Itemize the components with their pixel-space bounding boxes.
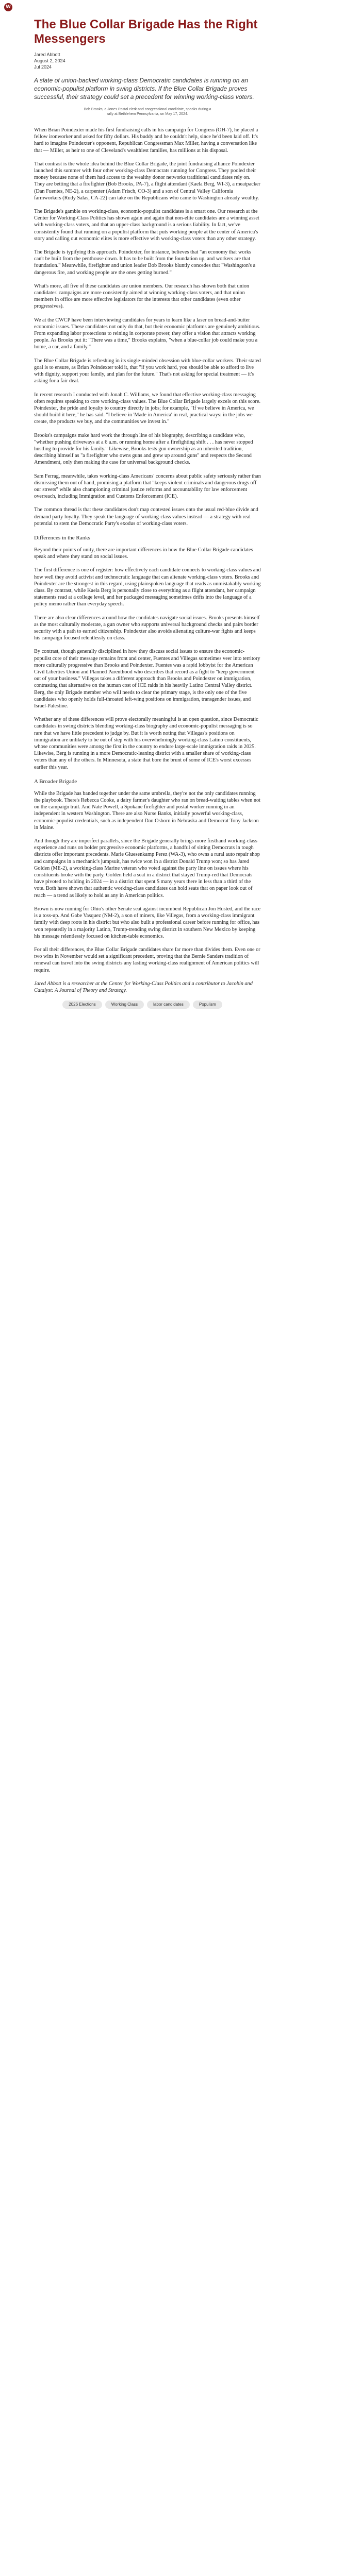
byline-author[interactable]: Jared Abbott bbox=[34, 52, 60, 57]
body-paragraph: The Blue Collar Brigade is refreshing in its single-minded obsession with blue-collar workers. Their stated goal is to ensure, as Brian Poindexter told it, that "if you work hard, you should be able to afford to live with dignity, support your family, and plan for the future." That's not asking for special treatment — it's asking for a fair deal. bbox=[34, 358, 261, 384]
body-paragraph: The common thread is that these candidates don't map contested issues onto the usual red-blue divide and demand party loyalty. They speak the language of working-class values instead — a strategy with real potential to stem the Democratic Party's exodus of working-class voters. bbox=[34, 507, 258, 527]
site-logo-icon[interactable]: W bbox=[4, 3, 12, 11]
article-dek: A slate of union-backed working-class Democratic candidates is running on an economic-populist platform in swing districts. If the Blue Collar Brigade proves successful, their strategy could set a precedent for winning working-class voters. bbox=[34, 77, 254, 100]
body-paragraph: Brooks's campaigns make hard work the through line of his biography, describing a candidate who, "whether pushing driveways at a 6 a.m. or running home after a firefighting shift . . . has never stopped hustling to provide for his family." Likewise, Brooks tests gun ownership as an inherited tradition, describing himself as "a firefighter who owns guns and grew up around guns" and respects the Second Amendment, only then making the case for universal background checks. bbox=[34, 432, 253, 466]
top-bar bbox=[0, 0, 361, 14]
byline-issue: Jul 2024 bbox=[34, 64, 52, 70]
body-paragraph: By contrast, though generally disciplined in how they discuss social issues to ensure the economic-populist core of their message remains front and center, Fuentes and Villegas sometimes veer into territory more culturally progressive than Brooks and Poindexter. Fuentes was a rapid lobbyist for the American Civil Liberties Union and Planned Parenthood who describes that record as a fight to "keep government out of your business." Villegas takes a different approach than Brooks and Poindexter on immigration, contrasting that alternative on the human cost of ICE raids in his heavily Latino Central Valley district. Berg, the only Brigade member who will needs to clear the primary stage, is the only one of the five candidates who openly holds full-throated left-wing positions on immigration, transgender issues, and Israel-Palestine. bbox=[34, 649, 260, 709]
body-paragraph: For all their differences, the Blue Collar Brigade candidates share far more than divides them. Even one or two wins in November would set a significant precedent, proving that the Bernie Sanders tradition of renewal can travel into the swing districts any lasting working-class realignment of American politics will require. bbox=[34, 946, 260, 973]
body-paragraph: When Brian Poindexter made his first fundraising calls in his campaign for Congress (OH-7), he placed a fellow ironworker and asked for fifty dollars. His buddy and he couldn't help, since he'd been laid off. It's hard to imagine Poindexter's opponent, Republican Congressman Max Miller, having a conversation like that — Miller, as heir to one of Cleveland's wealthiest families, has millions at his disposal. bbox=[34, 127, 258, 154]
body-paragraph: There are also clear differences around how the candidates navigate social issues. Brooks presents himself as the most culturally moderate, a gun owner who supports universal background checks and pairs border security with a path to earned citizenship. Poindexter also avoids alienating culture-war fights and keeps his campaign focused relentlessly on class. bbox=[34, 615, 260, 641]
body-paragraph: The Brigade is typifying this approach. Poindexter, for instance, believes that "an economy that works can't be built from the penthouse down. It has to be built from the foundation up, and workers are that foundation." Meanwhile, firefighter and union leader Bob Brooks bluntly concedes that "Washington's a dangerous fire, and working people are the ones getting burned." bbox=[34, 249, 256, 276]
body-paragraph: Brown is now running for Ohio's other Senate seat against incumbent Republican Jon Husted, and the race is a toss-up. And Gabe Vasquez (NM-2), a son of miners, like Villegas, from a working-class immigrant family with deep roots in his district but who also built a professional career before running for office, has won repeatedly in a majority Latino, Trump-trending swing district in southern New Mexico by keeping his message relentlessly focused on kitchen-table economics. bbox=[34, 906, 261, 939]
body-paragraph: We at the CWCP have been interviewing candidates for years to learn like a laser on bread-and-butter economic issues. These candidates not only do that, but their economic platforms are genuinely ambitious. From expanding labor protections to reining in corporate power, they offer a vision that attracts working people. As Brooks put it: "There was a time," Brooks explains, "when a blue-collar job could make you a home, a car, and a family." bbox=[34, 317, 260, 350]
section-heading: A Broader Brigade bbox=[34, 778, 77, 785]
byline bbox=[34, 52, 261, 70]
body-paragraph: The Brigade's gamble on working-class, economic-populist candidates is a smart one. Our research at the Center for Working-Class Politics has shown again and again that non-elite candidates are a winning asset with working-class voters, and that an upper-class background is a serious liability. In fact, we've consistently found that running on a populist platform that puts working people at the center of America's story and calling out economic elites is more effective with working-class voters than any other strategy. bbox=[34, 209, 259, 242]
byline-date: August 2, 2024 bbox=[34, 58, 65, 63]
article-title: The Blue Collar Brigade Has the Right Messengers bbox=[34, 18, 258, 46]
tag-link[interactable]: Populism bbox=[193, 1001, 222, 1009]
tag-link[interactable]: Working Class bbox=[105, 1001, 144, 1009]
body-paragraph: In recent research I conducted with Jonah C. Williams, we found that effective working-class messaging often requires speaking to core working-class values. The Blue Collar Brigade largely excels on this score. Poindexter, the pride and loyalty to country directly in jobs; for example, "If we believe in America, we should build it here," he has said. "I believe in 'Made in America' in real, practical ways: in the jobs we create, the products we buy, and the communities we invest in." bbox=[34, 392, 261, 425]
section-heading: Differences in the Ranks bbox=[34, 534, 90, 541]
body-paragraph: Whether any of these differences will prove electorally meaningful is an open question, since Democratic candidates in swing districts blending working-class biography and economic-populist messaging is so rare that we have little precedent to judge by. But it is worth noting that Villegas's positions on immigration are unlikely to be out of step with his overwhelmingly working-class Latino constituents, whose communities were among the first in the country to endure large-scale immigration raids in 2025. Likewise, Berg is running in a more Democratic-leaning district with a smaller share of working-class voters than any of the others. In Minnesota, a state that bore the brunt of some of ICE's worst excesses earlier this year. bbox=[34, 717, 258, 770]
body-paragraph: Beyond their points of unity, there are important differences in how the Blue Collar Brigade candidates speak and where they stand on social issues. bbox=[34, 547, 253, 560]
body-paragraph: What's more, all five of these candidates are union members. Our research has shown both that union candidates' campaigns are more consistently aimed at winning working-class voters, and that union members in office are more effective legislators for the interests that other candidates (even other progressives). bbox=[34, 283, 250, 310]
article-body bbox=[34, 127, 261, 994]
photo-caption: Bob Brooks, a Jones Postal clerk and congressional candidate, speaks during a rally at Bethlehem Pennsylvania, on May 17, 2024. bbox=[84, 108, 211, 116]
author-note: Jared Abbott is a researcher at the Center for Working-Class Politics and a contributor to Jacobin and Catalyst: A Journal of Theory and Strategy. bbox=[34, 980, 253, 993]
tag-link[interactable]: labor candidates bbox=[147, 1001, 190, 1009]
body-paragraph: While the Brigade has banded together under the same umbrella, they're not the only candidates running the playbook. There's Rebecca Cooke, a dairy farmer's daughter who ran on bread-waiting tables when not on the campaign trail. And Nate Powell, a Spokane firefighter and postal worker running in an independent in western Washington. There are also Nurse Banks, initially powerful working-class, economic-populist credentials, such as independent Dan Osborn in Nebraska and Democrat Tony Jackson in Maine. bbox=[34, 790, 260, 831]
tag-list bbox=[34, 1001, 251, 1009]
body-paragraph: That contrast is the whole idea behind the Blue Collar Brigade, the joint fundraising alliance Poindexter launched this summer with four other working-class Democrats running for Congress. They pooled their money because none of them had access to the wealthy donor networks traditional candidates rely on. They are betting that a firefighter (Bob Brooks, PA-7), a flight attendant (Kaela Berg, WI-3), a meatpacker (Dan Fuentes, NE-2), a carpenter (Adam Frisch, CO-3) and a son of Central Valley California farmworkers (Rudy Salas, CA-22) can take on the Republicans who came to Washington already wealthy. bbox=[34, 161, 260, 201]
body-paragraph: The first difference is one of register: how effectively each candidate connects to working-class values and how well they avoid activist and technocratic language that can alienate working-class voters. Brooks and Poindexter are the strongest in this regard, using plainspoken language that reads as unmistakably working class. By contrast, while Kaela Berg is personally close to everything as a flight attendant, her campaign statements read at a college level, and her packaged messaging sometimes drifts into the language of a policy memo rather than everyday speech. bbox=[34, 567, 261, 607]
tag-link[interactable]: 2026 Elections bbox=[62, 1001, 102, 1009]
body-paragraph: And though they are imperfect parallels, since the Brigade generally brings more firsthand working-class experience and runs on bolder progressive economic platforms, a handful of sitting Democrats in tough districts offer important precedents. Marie Gluesenkamp Perez (WA-3), who owns a rural auto repair shop and campaigns in a mechanic's jumpsuit, has twice won in a district Donald Trump won; so has Jared Golden (ME-2), a working-class Marine veteran who voted against the party line on issues where his constituents broke with the party. Golden held a seat in a district that stayed Trump-red that Democrats have pivoted to holding in 2024 — in a district that spent $ many years there in less than a third of the vote. Both have shown that authentic working-class candidates can hold seats that on paper look out of reach — a trend as likely to hold as any in American politics. bbox=[34, 838, 260, 899]
body-paragraph: Sam Ferrag, meanwhile, takes working-class Americans' concerns about public safety seriously rather than dismissing them out of hand, promising a platform that "keeps violent criminals and dangerous drugs off our streets" while also championing criminal justice reforms and accountability for law enforcement overreach, including Immigration and Customs Enforcement (ICE). bbox=[34, 473, 261, 500]
article bbox=[34, 18, 261, 1009]
